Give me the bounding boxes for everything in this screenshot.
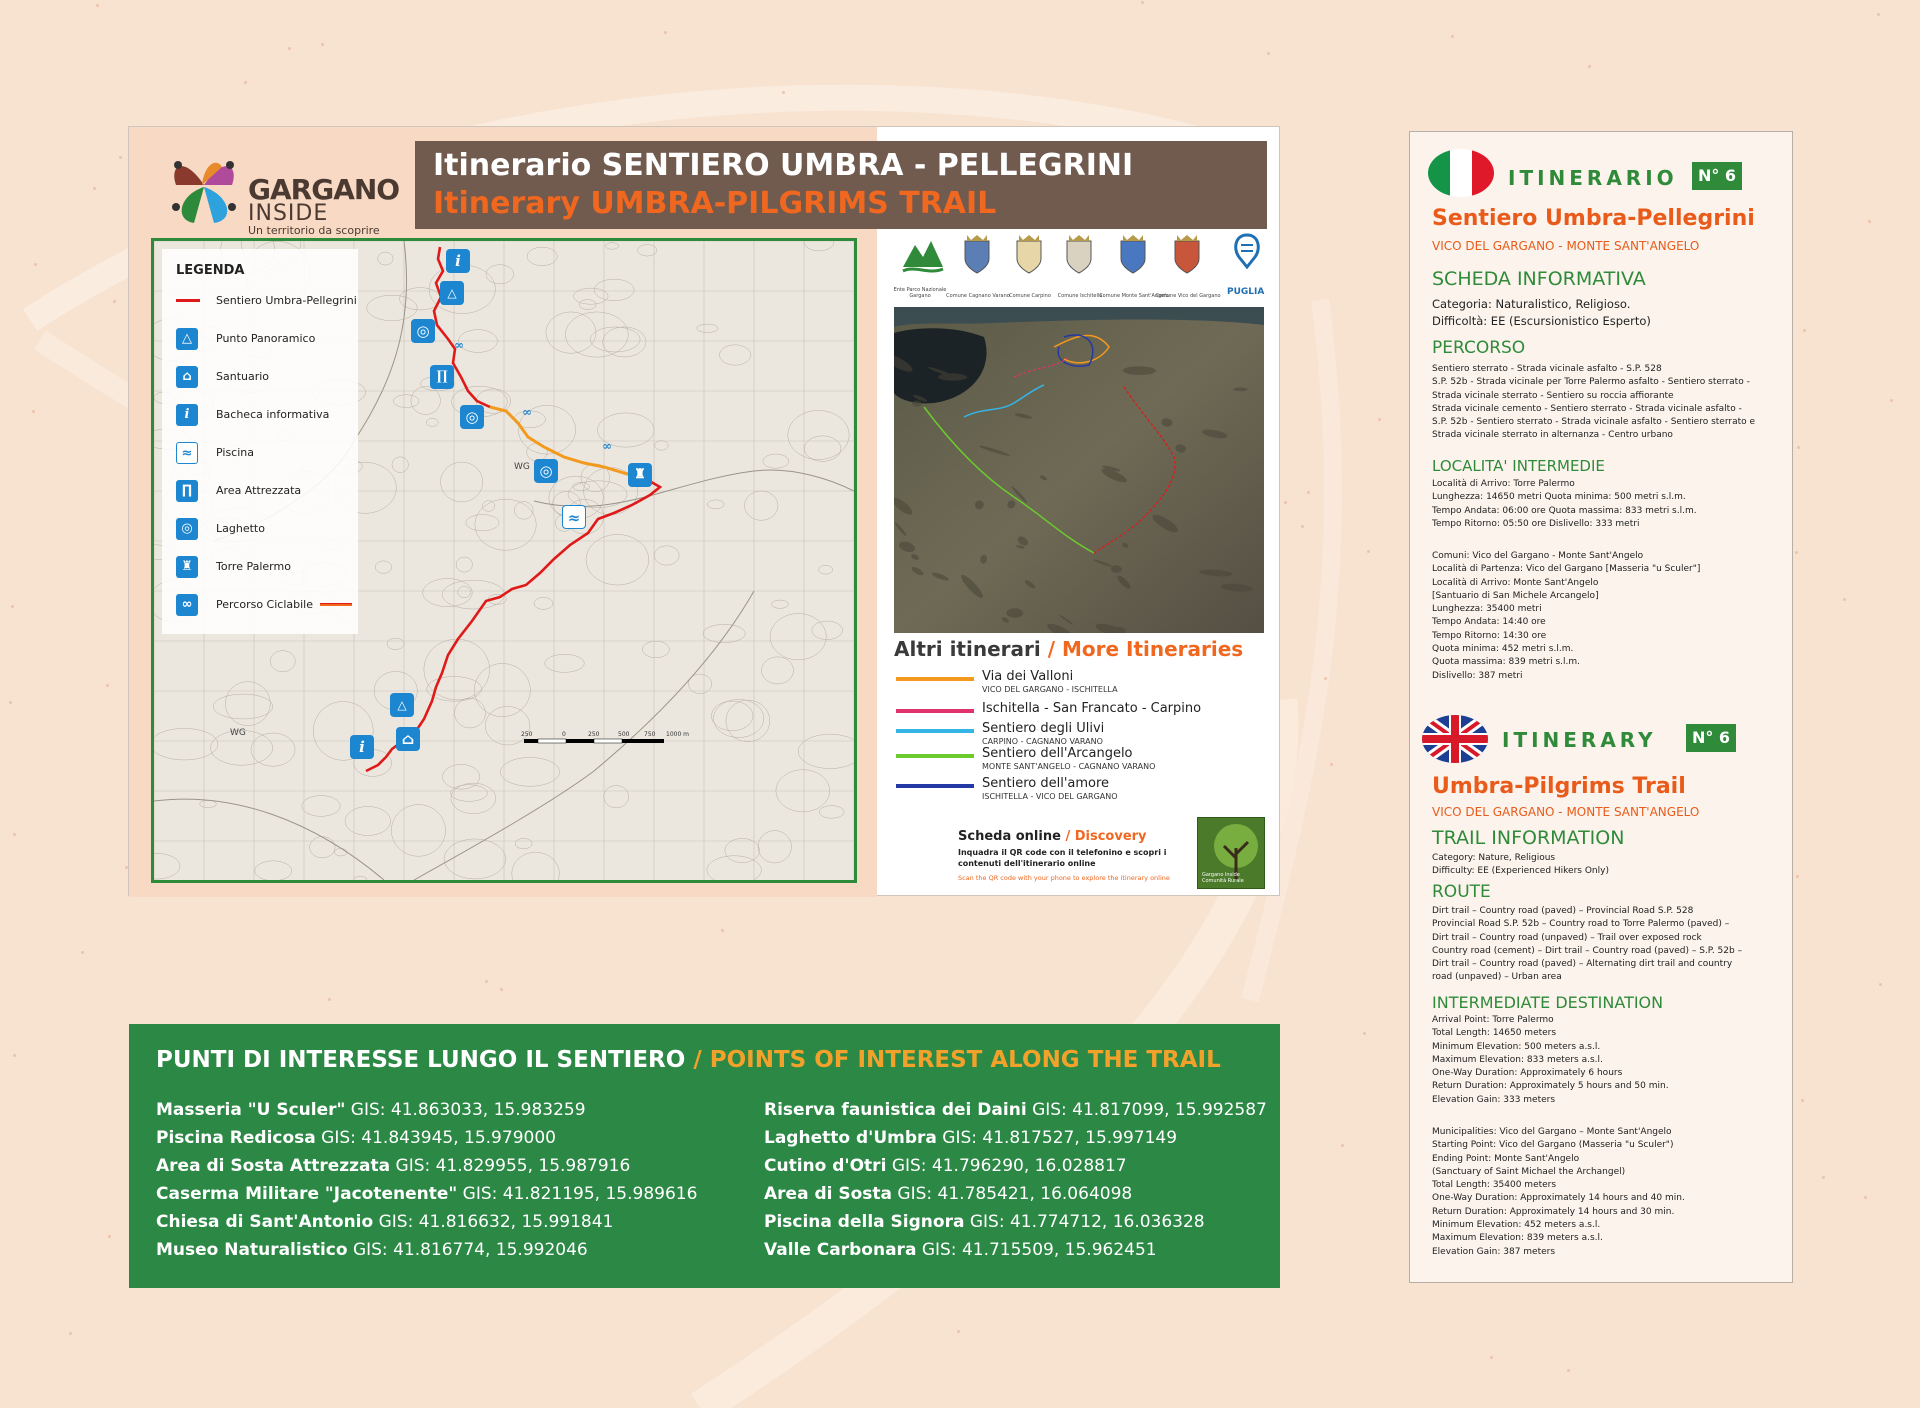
crest-icon: [1009, 231, 1049, 277]
itinerary-number-badge-en: N° 6: [1686, 724, 1736, 752]
info-line: Return Duration: Approximately 5 hours and 50 min.: [1432, 1081, 1669, 1092]
info-line: Strada vicinale sterrato - Sentiero su roccia affiorante: [1432, 390, 1674, 401]
picnic-area-icon: ∏: [176, 480, 198, 502]
route-color-line: [896, 677, 974, 681]
speck: [1803, 329, 1806, 332]
info-line: Elevation Gain: 333 meters: [1432, 1094, 1556, 1105]
itinerario-label: ITINERARIO: [1508, 166, 1678, 190]
legend-item-info: [176, 401, 356, 431]
route-subtitle: MONTE SANT'ANGELO - CAGNANO VARANO: [982, 762, 1156, 771]
difficolta-text: Difficoltà: EE (Escursionistico Esperto): [1432, 314, 1651, 328]
info-line: Maximum Elevation: 839 meters a.s.l.: [1432, 1233, 1603, 1244]
legend-label: Laghetto: [216, 522, 265, 535]
info-line: Lunghezza: 35400 metri: [1432, 604, 1542, 615]
localita-heading: LOCALITA' INTERMEDIE: [1432, 457, 1605, 475]
legend-label: Piscina: [216, 446, 254, 459]
legend-item-trail: [176, 287, 356, 317]
info-line: [Santuario di San Michele Arcangelo]: [1432, 590, 1599, 601]
info-board-icon[interactable]: i: [350, 735, 374, 759]
info-line: Tempo Ritorno: 05:50 ore Dislivello: 333 metri: [1432, 518, 1640, 529]
route-item[interactable]: [896, 669, 1256, 699]
poi-item: [156, 1208, 697, 1236]
sponsor-logos: [893, 231, 1269, 301]
route-name: Sentiero degli Ulivi: [982, 721, 1105, 736]
speck: [34, 263, 37, 266]
crest-icon: [1167, 231, 1207, 277]
route-name: Via dei Valloni: [982, 669, 1074, 684]
info-line: Località di Arrivo: Torre Palermo: [1432, 479, 1575, 489]
sanctuary-icon: ⌂: [176, 366, 198, 388]
tower-icon: ♜: [176, 556, 198, 578]
crest-icon: [1113, 231, 1153, 277]
speck: [69, 1332, 72, 1335]
info-line: Strada vicinale cemento - Sentiero sterrato - Strada vicinale asfalto -: [1432, 403, 1742, 414]
italian-flag-icon: [1426, 148, 1496, 198]
poi-gis: GIS: 41.817099, 15.992587: [1032, 1100, 1267, 1120]
topographic-map[interactable]: [151, 238, 857, 883]
speck: [1801, 1099, 1804, 1102]
poi-item: [764, 1152, 1267, 1180]
info-line: Dislivello: 387 metri: [1432, 670, 1523, 681]
localita-list-2: [1432, 550, 1786, 683]
poi-gis: GIS: 41.817527, 15.997149: [942, 1128, 1178, 1148]
info-line: (Sanctuary of Saint Michael the Archangel): [1432, 1166, 1626, 1177]
logo-caption: Comune Carpino: [1009, 293, 1051, 299]
legend-label: Area Attrezzata: [216, 484, 302, 497]
info-line: Tempo Andata: 06:00 ore Quota massima: 833 metri s.l.m.: [1432, 505, 1697, 516]
speck: [1868, 220, 1871, 223]
poi-gis: GIS: 41.821195, 15.989616: [462, 1184, 698, 1204]
online-title-it: Scheda online: [958, 829, 1061, 844]
red-line-icon: [176, 299, 200, 302]
route-subtitle: CARPINO - CAGNANO VARANO: [982, 737, 1103, 746]
category-text: Category: Nature, Religious: [1432, 853, 1556, 863]
route-list: [1432, 905, 1786, 985]
online-title-en: / Discovery: [1065, 829, 1147, 844]
speck: [321, 43, 324, 46]
poi-gis: GIS: 41.816774, 15.992046: [352, 1240, 588, 1260]
title-banner: [415, 141, 1267, 229]
comune-crest-logo: [1009, 231, 1051, 299]
online-description-en: Scan the QR code with your phone to explore the itinerary online: [958, 874, 1170, 882]
sanctuary-icon[interactable]: ⌂: [396, 727, 420, 751]
poi-name: Valle Carbonara: [764, 1240, 917, 1260]
info-line: Tempo Ritorno: 14:30 ore: [1432, 630, 1547, 641]
legend-item-pool: [176, 439, 356, 469]
route-color-line: [896, 784, 974, 788]
legend-label: Bacheca informativa: [216, 408, 330, 421]
poi-gis: GIS: 41.715509, 15.962451: [921, 1240, 1157, 1260]
online-card-title: [958, 829, 1147, 844]
comune-crest-logo: [1155, 231, 1221, 299]
percorso-list: [1432, 363, 1786, 443]
route-color-line: [896, 754, 974, 758]
side-subtitle-it: VICO DEL GARGANO - MONTE SANT'ANGELO: [1432, 239, 1700, 253]
legend-label: Sentiero Umbra-Pellegrini: [216, 294, 357, 307]
poi-item: [764, 1180, 1267, 1208]
route-item[interactable]: [896, 746, 1256, 776]
puglia-label: PUGLIA: [1227, 287, 1265, 297]
scale-tick: 250: [521, 731, 533, 738]
legend-label: Percorso Ciclabile: [216, 598, 313, 611]
gargano-inside-logo: [164, 145, 400, 237]
poi-name: Masseria "U Sculer": [156, 1100, 346, 1120]
route-subtitle: VICO DEL GARGANO - ISCHITELLA: [982, 685, 1118, 694]
poi-name: Piscina Redicosa: [156, 1128, 316, 1148]
bike-line-icon: [320, 603, 352, 606]
destination-heading: INTERMEDIATE DESTINATION: [1432, 993, 1664, 1012]
poi-item: [156, 1096, 697, 1124]
scheda-heading: SCHEDA INFORMATIVA: [1432, 268, 1646, 290]
poi-name: Cutino d'Otri: [764, 1156, 887, 1176]
route-color-line: [896, 729, 974, 733]
info-line: Località di Arrivo: Monte Sant'Angelo: [1432, 577, 1599, 588]
legend-item-sanctuary: [176, 363, 356, 393]
info-line: Comuni: Vico del Gargano - Monte Sant'Angelo: [1432, 551, 1644, 561]
itinerary-number-badge: N° 6: [1692, 162, 1742, 190]
info-board-icon[interactable]: i: [446, 249, 470, 273]
legend-item-panoramic: [176, 325, 356, 355]
speck: [1341, 1144, 1344, 1147]
legend-label: Torre Palermo: [216, 560, 291, 573]
speck: [1490, 1356, 1493, 1359]
poi-item: [156, 1152, 697, 1180]
logo-subtitle: INSIDE: [248, 201, 329, 226]
info-line: Country road (cement) – Dirt trail – Country road (paved) – S.P. 52b –: [1432, 945, 1743, 956]
info-line: Lunghezza: 14650 metri Quota minima: 500 metri s.l.m.: [1432, 492, 1686, 503]
poi-item: [156, 1236, 697, 1264]
panoramic-point-icon[interactable]: △: [390, 693, 414, 717]
poi-name: Laghetto d'Umbra: [764, 1128, 937, 1148]
more-title-it: Altri itinerari: [894, 637, 1041, 661]
scale-tick: 0: [562, 731, 566, 738]
poi-name: Museo Naturalistico: [156, 1240, 348, 1260]
speck: [1796, 875, 1799, 878]
picnic-area-icon[interactable]: ∏: [430, 365, 454, 389]
info-line: Arrival Point: Torre Palermo: [1432, 1015, 1554, 1025]
info-line: Elevation Gain: 387 meters: [1432, 1246, 1556, 1257]
legend-title: LEGENDA: [176, 263, 245, 278]
poi-title: [156, 1047, 1221, 1073]
satellite-map[interactable]: [894, 307, 1264, 633]
side-title-en: Umbra-Pilgrims Trail: [1432, 774, 1686, 799]
speck: [500, 988, 503, 991]
info-line: Strada vicinale sterrato in alternanza - Centro urbano: [1432, 430, 1673, 441]
crest-icon: [957, 231, 997, 277]
route-name: Sentiero dell'amore: [982, 776, 1110, 791]
speck: [113, 300, 116, 303]
tower-icon[interactable]: ♜: [628, 463, 652, 487]
map-legend: [162, 249, 358, 634]
title-italian: Itinerario SENTIERO UMBRA - PELLEGRINI: [433, 148, 1134, 183]
poi-gis: GIS: 41.816632, 15.991841: [378, 1212, 614, 1232]
speck: [1267, 52, 1270, 55]
itinerary-info-card: [1409, 131, 1793, 1283]
comune-crest-logo: [1099, 231, 1169, 299]
poi-name: Area di Sosta: [764, 1184, 893, 1204]
percorso-heading: PERCORSO: [1432, 338, 1526, 358]
bike-path-icon: ∞: [602, 439, 612, 453]
poi-column-right: [764, 1096, 1267, 1264]
pool-icon[interactable]: ≈: [562, 505, 586, 529]
info-line: One-Way Duration: Approximately 6 hours: [1432, 1068, 1623, 1079]
poi-name: Caserma Militare "Jacotenente": [156, 1184, 458, 1204]
info-line: Minimum Elevation: 452 meters a.s.l.: [1432, 1220, 1601, 1231]
route-subtitle: ISCHITELLA - VICO DEL GARGANO: [982, 792, 1118, 801]
info-line: Quota minima: 452 metri s.l.m.: [1432, 644, 1574, 655]
info-line: Municipalities: Vico del Gargano – Monte Sant'Angelo: [1432, 1127, 1672, 1137]
comune-crest-logo: [1057, 231, 1103, 299]
bike-path-icon: ∞: [454, 338, 464, 352]
legend-label: Punto Panoramico: [216, 332, 316, 345]
info-board-icon: i: [176, 404, 198, 426]
info-line: Maximum Elevation: 833 meters a.s.l.: [1432, 1054, 1603, 1065]
speck: [244, 81, 247, 84]
poi-item: [764, 1124, 1267, 1152]
route-name: Sentiero dell'Arcangelo: [982, 746, 1133, 761]
itinerary-label: ITINERARY: [1502, 728, 1657, 752]
poi-name: Area di Sosta Attrezzata: [156, 1156, 391, 1176]
info-line: Quota massima: 839 metri s.l.m.: [1432, 657, 1581, 668]
pond-icon[interactable]: ◎: [534, 459, 558, 483]
poi-name: Chiesa di Sant'Antonio: [156, 1212, 374, 1232]
logo-caption: Comune Vico del Gargano: [1155, 293, 1221, 299]
info-line: Tempo Andata: 14:40 ore: [1432, 617, 1546, 628]
grid-label: WG: [514, 462, 530, 472]
speck: [1324, 677, 1327, 680]
crest-icon: [1059, 231, 1099, 277]
panoramic-point-icon: △: [176, 328, 198, 350]
logo-caption: Comune Monte Sant'Angelo: [1099, 293, 1169, 299]
info-line: Starting Point: Vico del Gargano (Masseria "u Sculer"): [1432, 1140, 1674, 1151]
info-line: Ending Point: Monte Sant'Angelo: [1432, 1153, 1580, 1164]
comune-crest-logo: [946, 231, 1010, 299]
poi-gis: GIS: 41.863033, 15.983259: [350, 1100, 586, 1120]
route-name: Ischitella - San Francato - Carpino: [982, 701, 1202, 716]
ente-parco-logo: [893, 231, 947, 299]
poi-item: [764, 1208, 1267, 1236]
route-color-line: [896, 709, 974, 713]
info-line: Località di Partenza: Vico del Gargano [Masseria "u Sculer"]: [1432, 564, 1701, 575]
bike-path-icon: ∞: [176, 594, 198, 616]
qr-caption: Gargano Inside Comunità Rurale: [1202, 872, 1244, 884]
poi-gis: GIS: 41.796290, 16.028817: [891, 1156, 1127, 1176]
pool-icon: ≈: [176, 442, 198, 464]
petal-logo-icon: [164, 145, 244, 231]
pond-icon[interactable]: ◎: [460, 405, 484, 429]
info-line: Provincial Road S.P. 52b – Country road to Torre Palermo (paved) –: [1432, 919, 1730, 930]
speck: [288, 47, 291, 50]
categoria-text: Categoria: Naturalistico, Religioso.: [1432, 297, 1631, 311]
poi-name: Riserva faunistica dei Daini: [764, 1100, 1027, 1120]
side-subtitle-en: VICO DEL GARGANO - MONTE SANT'ANGELO: [1432, 805, 1700, 819]
speck: [721, 929, 724, 932]
logo-caption: Comune Ischitella: [1057, 293, 1103, 299]
route-item[interactable]: [896, 776, 1256, 806]
logo-caption: Comune Cagnano Varano: [946, 293, 1010, 299]
speck: [485, 980, 488, 983]
more-itineraries-title: [894, 637, 1243, 661]
poi-item: [764, 1096, 1267, 1124]
info-line: One-Way Duration: Approximately 14 hours and 40 min.: [1432, 1193, 1685, 1204]
info-line: Dirt trail – Country road (paved) – Provincial Road S.P. 528: [1432, 906, 1694, 916]
info-line: Return Duration: Approximately 14 hours and 30 min.: [1432, 1206, 1675, 1217]
localita-list-1: [1432, 478, 1786, 531]
title-english: Itinerary UMBRA-PILGRIMS TRAIL: [433, 186, 997, 221]
grid-label: WG: [230, 728, 246, 738]
info-line: S.P. 52b - Sentiero sterrato - Strada vicinale asfalto - Sentiero sterrato e: [1432, 417, 1756, 428]
legend-label: Santuario: [216, 370, 270, 383]
speck: [1301, 525, 1304, 528]
info-line: Dirt trail – Country road (unpaved) – Trail over exposed rock: [1432, 932, 1702, 943]
info-line: Total Length: 35400 meters: [1432, 1180, 1557, 1191]
legend-item-pond: [176, 515, 356, 545]
logo-title: GARGANO: [248, 173, 400, 206]
speck: [81, 951, 84, 954]
info-line: Total Length: 14650 meters: [1432, 1028, 1557, 1039]
destination-list-1: [1432, 1014, 1786, 1107]
uk-flag-icon: [1420, 714, 1490, 764]
panoramic-point-icon[interactable]: △: [440, 281, 464, 305]
info-line: S.P. 52b - Strada vicinale per Torre Palermo asfalto - Sentiero sterrato -: [1432, 377, 1750, 388]
trail-map-panel: [128, 126, 1280, 896]
scale-tick: 250: [588, 731, 600, 738]
scale-tick: 1000 m: [666, 731, 690, 738]
pond-icon[interactable]: ◎: [411, 319, 435, 343]
points-of-interest-box: [129, 1024, 1280, 1288]
poi-title-en: / POINTS OF INTEREST ALONG THE TRAIL: [693, 1047, 1221, 1073]
poi-title-it: PUNTI DI INTERESSE LUNGO IL SENTIERO: [156, 1047, 686, 1073]
poi-item: [764, 1236, 1267, 1264]
info-line: Minimum Elevation: 500 meters a.s.l.: [1432, 1041, 1601, 1052]
poi-item: [156, 1180, 697, 1208]
poi-item: [156, 1124, 697, 1152]
scale-tick: 500: [618, 731, 630, 738]
speck: [106, 684, 109, 687]
route-heading: ROUTE: [1432, 882, 1491, 902]
difficulty-text: Difficulty: EE (Experienced Hikers Only): [1432, 866, 1609, 876]
legend-item-bike: [176, 591, 356, 621]
logo-tagline: Un territorio da scoprire: [248, 224, 380, 237]
poi-gis: GIS: 41.785421, 16.064098: [897, 1184, 1133, 1204]
scale-tick: 750: [644, 731, 656, 738]
pond-icon: ◎: [176, 518, 198, 540]
info-line: Dirt trail – Country road (paved) – Alternating dirt trail and country: [1432, 959, 1733, 970]
legend-item-tower: [176, 553, 356, 583]
poi-name: Piscina della Signora: [764, 1212, 965, 1232]
qr-code[interactable]: [1197, 817, 1265, 889]
legend-item-picnic: [176, 477, 356, 507]
puglia-logo: [1229, 231, 1265, 293]
poi-gis: GIS: 41.829955, 15.987916: [395, 1156, 631, 1176]
poi-gis: GIS: 41.774712, 16.036328: [969, 1212, 1205, 1232]
online-description: Inquadra il QR code con il telefonino e scopri i contenuti dell'itinerario online: [958, 848, 1167, 868]
side-title-it: Sentiero Umbra-Pellegrini: [1432, 206, 1755, 231]
info-line: Sentiero sterrato - Strada vicinale asfalto - S.P. 528: [1432, 364, 1662, 374]
speck: [96, 4, 99, 7]
bike-path-icon: ∞: [522, 405, 532, 419]
more-title-en: / More Itineraries: [1047, 637, 1244, 661]
speck: [1567, 1369, 1570, 1372]
trail-info-heading: TRAIL INFORMATION: [1432, 827, 1625, 849]
speck: [93, 187, 96, 190]
poi-gis: GIS: 41.843945, 15.979000: [321, 1128, 556, 1148]
destination-list-2: [1432, 1126, 1786, 1259]
logo-caption: Ente Parco Nazionale Gargano: [893, 287, 947, 299]
poi-column-left: [156, 1096, 697, 1264]
info-line: road (unpaved) – Urban area: [1432, 972, 1562, 983]
satellite-map-canvas: [894, 307, 1264, 633]
